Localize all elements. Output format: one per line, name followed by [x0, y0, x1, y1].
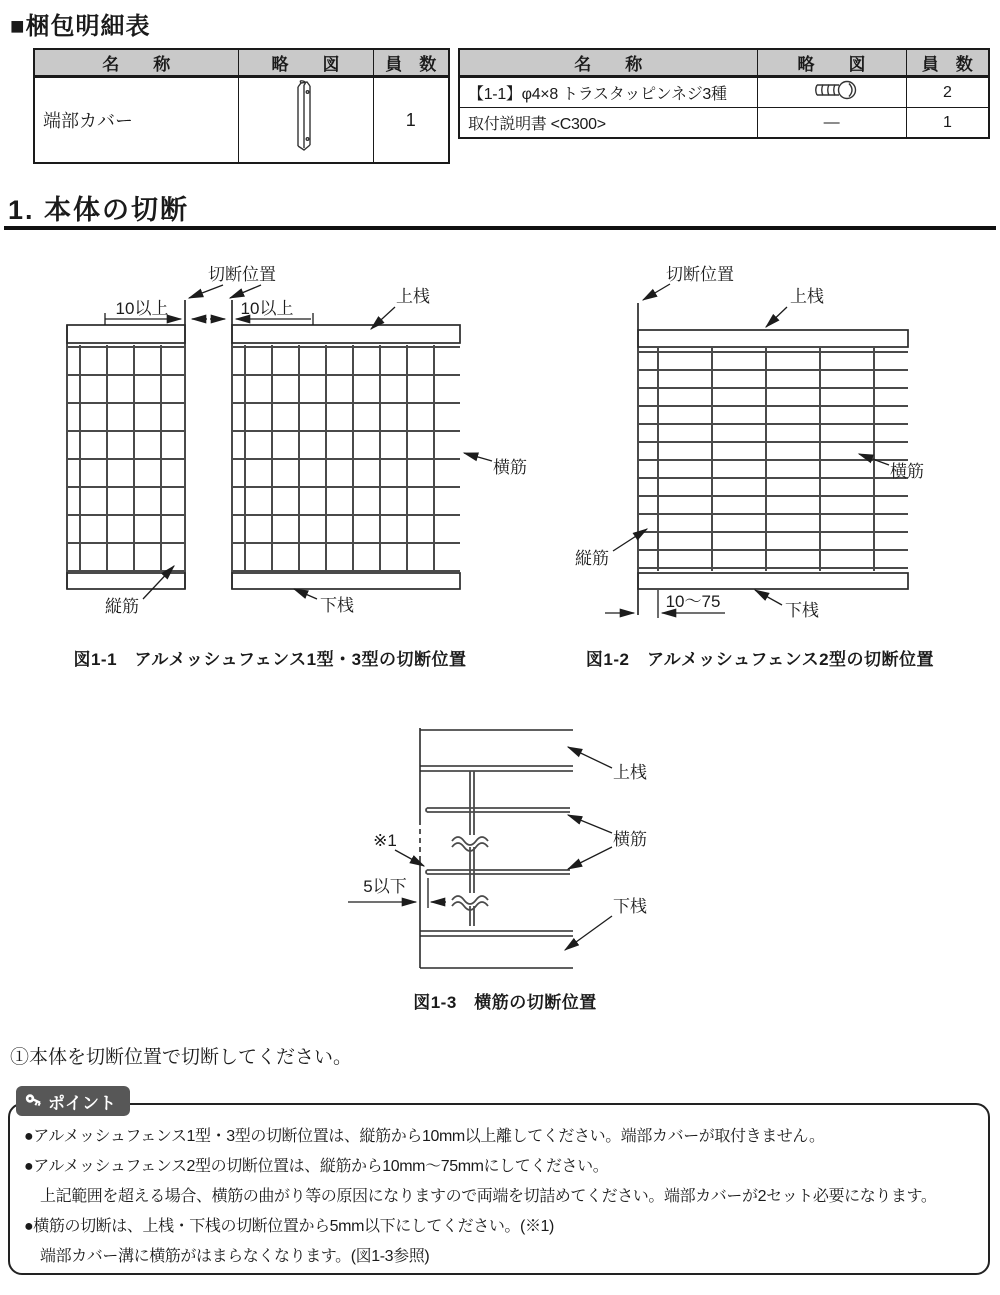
- packing-list-title: ■梱包明細表: [10, 13, 151, 40]
- vertical-wire-label: 縦筋: [105, 597, 139, 616]
- mesh-grid: [638, 347, 908, 571]
- screw-sketch: [757, 77, 906, 108]
- point-line: 端部カバー溝に横筋がはまらなくなります。(図1-3参照): [40, 1248, 430, 1265]
- bottom-rail-label: 下桟: [613, 897, 647, 916]
- figure-1-2-diagram: [565, 255, 965, 655]
- dash-placeholder: —: [757, 108, 906, 139]
- table-row: [34, 77, 449, 164]
- table-header-row: [34, 49, 449, 77]
- cut-lines: [185, 300, 232, 589]
- point-badge-label: ポイント: [48, 1093, 116, 1113]
- cut-position-label: 切断位置: [666, 265, 734, 284]
- table-row: [459, 77, 989, 108]
- col-header-name: 名 称: [459, 49, 757, 77]
- packing-table-right: [458, 48, 990, 139]
- figure-1-1-diagram: [55, 255, 540, 655]
- part-qty: 1: [906, 108, 989, 139]
- packing-table-left: [33, 48, 450, 164]
- dim-right-label: 10以上: [240, 299, 294, 318]
- part-name: 取付説明書 <C300>: [459, 108, 757, 139]
- cut-position-label: 切断位置: [208, 265, 276, 284]
- end-cover-sketch: [238, 77, 373, 164]
- step-1-instruction: ①本体を切断位置で切断してください。: [10, 1047, 353, 1068]
- figure-1-3-caption: 図1-3 横筋の切断位置: [413, 993, 597, 1012]
- point-box: [8, 1103, 990, 1275]
- table-header-row: [459, 49, 989, 77]
- top-rail-label: 上桟: [396, 287, 430, 306]
- rails: [420, 728, 573, 968]
- point-line: ●アルメッシュフェンス1型・3型の切断位置は、縦筋から10mm以上離してください。端部カバーが取付きません。: [24, 1128, 825, 1145]
- part-name: 端部カバー: [34, 77, 238, 164]
- fence-frame: [67, 300, 460, 589]
- vertical-wire-label: 縦筋: [575, 549, 609, 568]
- figure-1-1-caption: 図1-1 アルメッシュフェンス1型・3型の切断位置: [73, 650, 467, 669]
- bottom-rail-label: 下桟: [320, 596, 354, 615]
- wires: [426, 771, 570, 926]
- part-qty: 2: [906, 77, 989, 108]
- col-header-qty: 員 数: [906, 49, 989, 77]
- truss-screw-icon: [804, 78, 860, 102]
- dim-label: 10～75: [665, 592, 721, 611]
- top-rail-label: 上桟: [613, 763, 647, 782]
- part-qty: 1: [373, 77, 449, 164]
- col-header-qty: 員 数: [373, 49, 449, 77]
- col-header-name: 名 称: [34, 49, 238, 77]
- dim-label: 5以下: [363, 877, 407, 896]
- leader-lines: [395, 747, 612, 950]
- top-rail-label: 上桟: [790, 287, 824, 306]
- col-header-sketch: 略 図: [757, 49, 906, 77]
- mesh-grid: [67, 345, 460, 573]
- horizontal-wire-label: 横筋: [493, 458, 527, 477]
- end-cover-icon: [284, 79, 328, 157]
- dim-left-label: 10以上: [115, 299, 169, 318]
- key-icon: [25, 1093, 42, 1110]
- note-label: ※1: [373, 831, 397, 850]
- section-title: 1. 本体の切断: [8, 195, 190, 225]
- point-badge: [16, 1086, 130, 1116]
- point-line: 上記範囲を超える場合、横筋の曲がり等の原因になりますので両端を切詰めてください。端部カバーが2セット必要になります。: [40, 1188, 937, 1205]
- figure-1-2-caption: 図1-2 アルメッシュフェンス2型の切断位置: [585, 650, 935, 669]
- bottom-rail-label: 下桟: [785, 601, 819, 620]
- horizontal-wire-label: 横筋: [613, 830, 647, 849]
- point-line: ●横筋の切断は、上桟・下桟の切断位置から5mm以下にしてください。(※1): [24, 1218, 554, 1235]
- figure-1-3-diagram: [340, 720, 670, 982]
- col-header-sketch: 略 図: [238, 49, 373, 77]
- point-line: ●アルメッシュフェンス2型の切断位置は、縦筋から10mm～75mmにしてください。: [24, 1158, 609, 1175]
- horizontal-wire-label: 横筋: [890, 462, 924, 481]
- part-name: 【1-1】φ4×8 トラスタッピンネジ3種: [459, 77, 757, 108]
- table-row: [459, 108, 989, 139]
- section-underline: [4, 226, 996, 230]
